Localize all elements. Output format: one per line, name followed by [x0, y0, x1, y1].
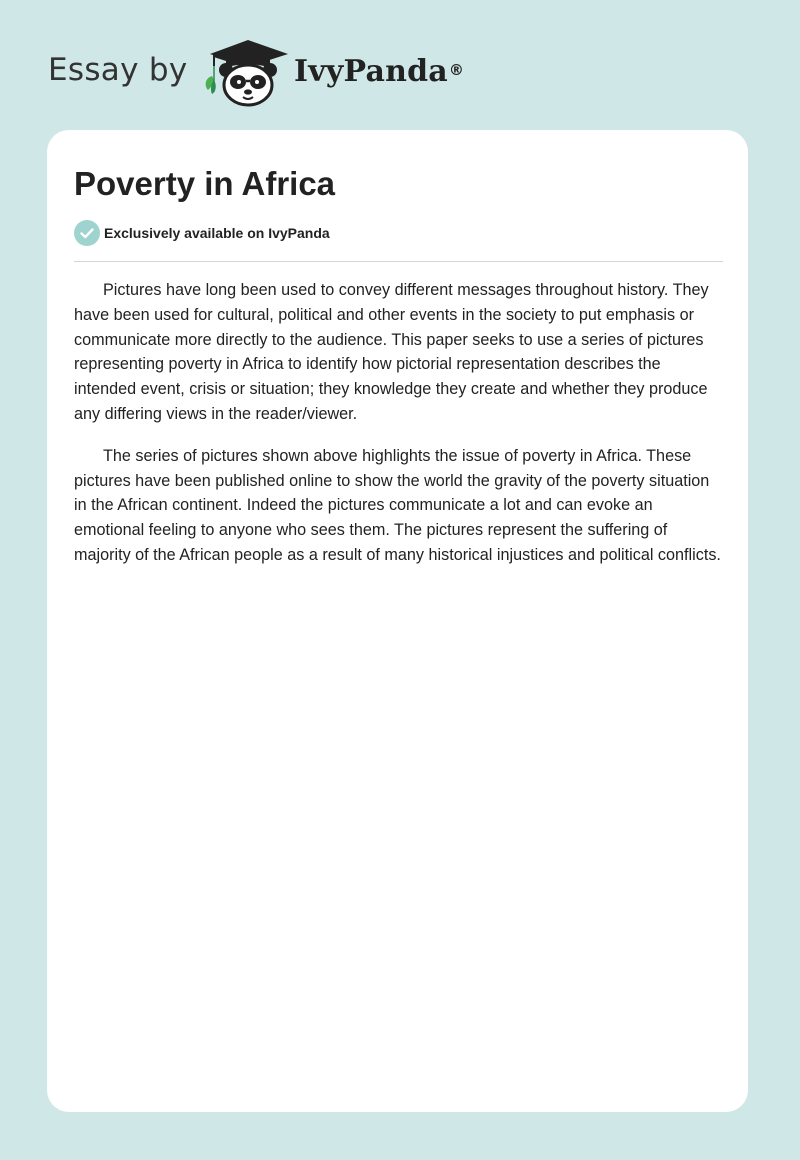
- page-title: Poverty in Africa: [74, 165, 336, 202]
- exclusive-label: Exclusively available on IvyPanda: [104, 225, 330, 241]
- brand-name[interactable]: [294, 52, 464, 92]
- essay-card: [47, 130, 748, 1112]
- site-header: [48, 36, 748, 108]
- panda-logo-icon[interactable]: [202, 36, 292, 108]
- essay-body: [74, 278, 723, 585]
- paragraph: Pictures have long been used to convey different messages throughout history. They have been used for cultural, political and other events in the society to put emphasis or communicate more directly to the audience. This paper seeks to use a series of pictures representing poverty in Africa to identify how pictorial representation describes the intended event, crisis or situation; they knowledge they create and whether they produce any differing views in the reader/viewer.: [74, 281, 709, 423]
- divider: [74, 261, 723, 262]
- essay-by-label: Essay by: [48, 52, 188, 88]
- exclusive-badge: [74, 220, 330, 246]
- checkmark-circle-icon: [74, 220, 100, 246]
- paragraph: The series of pictures shown above highlights the issue of poverty in Africa. These pictures have been published online to show the world the gravity of the poverty situation in the African continent. Indeed the pictures communicate a lot and can evoke an emotional feeling to anyone who sees them. The pictures represent the suffering of majority of the African people as a result of many historical injustices and political conflicts.: [74, 446, 721, 564]
- brand-name-text: IvyPanda: [294, 54, 448, 89]
- registered-mark: ®: [448, 61, 465, 79]
